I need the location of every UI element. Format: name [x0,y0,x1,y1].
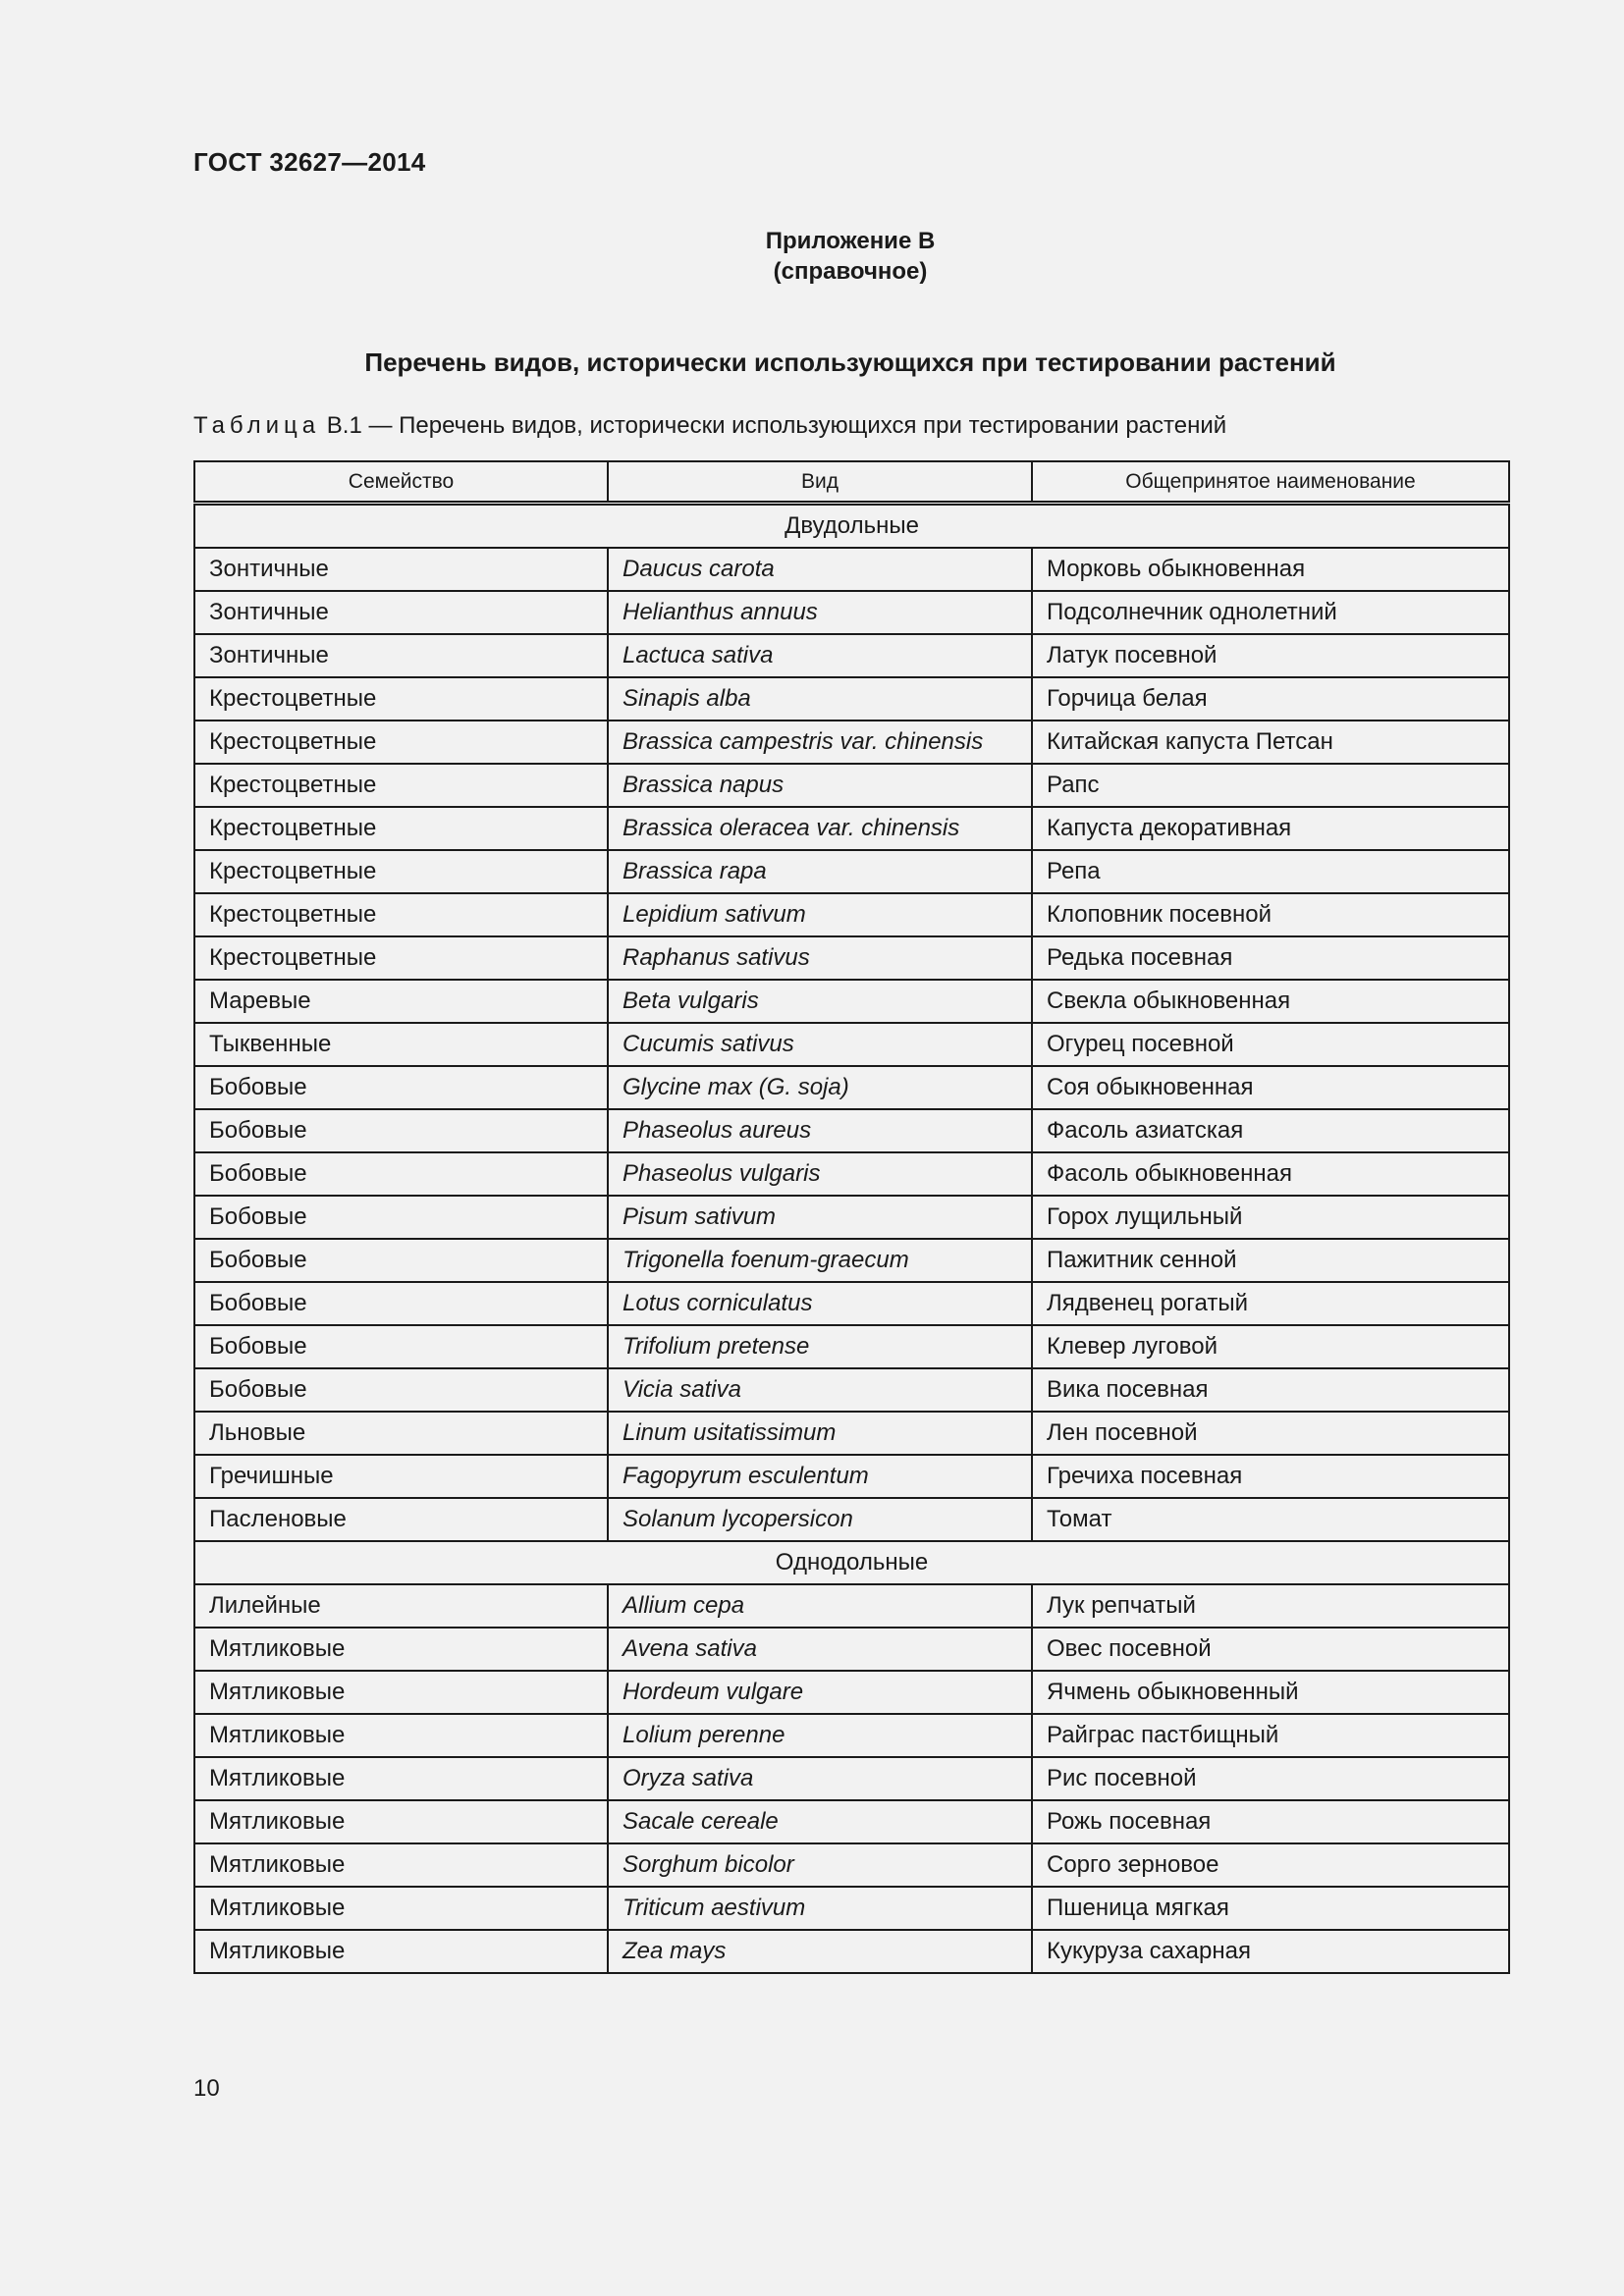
family-cell: Бобовые [194,1239,608,1282]
common-name-cell: Репа [1032,850,1509,893]
species-table [193,460,1510,1974]
common-name-cell: Райграс пастбищный [1032,1714,1509,1757]
family-cell: Мятликовые [194,1628,608,1671]
species-cell: Phaseolus aureus [608,1109,1032,1152]
family-cell: Крестоцветные [194,893,608,936]
common-name-cell: Фасоль азиатская [1032,1109,1509,1152]
common-name-cell: Вика посевная [1032,1368,1509,1412]
species-cell: Vicia sativa [608,1368,1032,1412]
family-cell: Зонтичные [194,591,608,634]
common-name-cell: Соя обыкновенная [1032,1066,1509,1109]
table-header [194,461,1509,504]
header-common-name: Общепринятое наименование [1032,461,1509,504]
header-row [194,461,1509,504]
common-name-cell: Клоповник посевной [1032,893,1509,936]
common-name-cell: Морковь обыкновенная [1032,548,1509,591]
table-caption-text: В.1 — Перечень видов, исторически использующихся при тестировании растений [320,412,1227,439]
species-cell: Trigonella foenum-graecum [608,1239,1032,1282]
common-name-cell: Гречиха посевная [1032,1455,1509,1498]
species-cell: Raphanus sativus [608,936,1032,980]
species-cell: Solanum lycopersicon [608,1498,1032,1541]
table-row [194,1887,1509,1930]
family-cell: Маревые [194,980,608,1023]
table-row [194,634,1509,677]
species-cell: Sacale cereale [608,1800,1032,1843]
appendix-heading [0,226,1624,287]
table-caption [193,412,1226,440]
table-row [194,1412,1509,1455]
common-name-cell: Пшеница мягкая [1032,1887,1509,1930]
species-cell: Glycine max (G. soja) [608,1066,1032,1109]
common-name-cell: Лен посевной [1032,1412,1509,1455]
common-name-cell: Клевер луговой [1032,1325,1509,1368]
common-name-cell: Сорго зерновое [1032,1843,1509,1887]
document-title: Перечень видов, исторически использующихся при тестировании растений [364,347,1336,377]
species-cell: Phaseolus vulgaris [608,1152,1032,1196]
table-row [194,1714,1509,1757]
header-species: Вид [608,461,1032,504]
species-cell: Brassica napus [608,764,1032,807]
group-row [194,1541,1509,1584]
table-row [194,850,1509,893]
common-name-cell: Рапс [1032,764,1509,807]
family-cell: Мятликовые [194,1757,608,1800]
table-row [194,548,1509,591]
common-name-cell: Кукуруза сахарная [1032,1930,1509,1973]
table-row [194,1109,1509,1152]
species-cell: Fagopyrum esculentum [608,1455,1032,1498]
group-label: Двудольные [194,504,1509,549]
family-cell: Бобовые [194,1152,608,1196]
common-name-cell: Редька посевная [1032,936,1509,980]
family-cell: Крестоцветные [194,764,608,807]
family-cell: Мятликовые [194,1671,608,1714]
document-code: ГОСТ 32627—2014 [193,147,426,177]
species-cell: Brassica campestris var. chinensis [608,721,1032,764]
table-row [194,1671,1509,1714]
table-row [194,1196,1509,1239]
species-cell: Helianthus annuus [608,591,1032,634]
family-cell: Лилейные [194,1584,608,1628]
table-caption-label: Таблица [193,412,321,439]
header-family: Семейство [194,461,608,504]
family-cell: Бобовые [194,1109,608,1152]
family-cell: Бобовые [194,1196,608,1239]
table-row [194,1239,1509,1282]
family-cell: Крестоцветные [194,677,608,721]
table-row [194,591,1509,634]
table-row [194,764,1509,807]
table-row [194,1282,1509,1325]
family-cell: Льновые [194,1412,608,1455]
table-row [194,721,1509,764]
group-row [194,504,1509,549]
species-cell: Trifolium pretense [608,1325,1032,1368]
table-row [194,1152,1509,1196]
species-cell: Linum usitatissimum [608,1412,1032,1455]
common-name-cell: Капуста декоративная [1032,807,1509,850]
table-row [194,1066,1509,1109]
species-cell: Brassica oleracea var. chinensis [608,807,1032,850]
species-cell: Pisum sativum [608,1196,1032,1239]
species-cell: Hordeum vulgare [608,1671,1032,1714]
common-name-cell: Томат [1032,1498,1509,1541]
table-row [194,677,1509,721]
family-cell: Мятликовые [194,1843,608,1887]
family-cell: Зонтичные [194,634,608,677]
species-cell: Oryza sativa [608,1757,1032,1800]
table-row [194,1455,1509,1498]
common-name-cell: Ячмень обыкновенный [1032,1671,1509,1714]
common-name-cell: Подсолнечник однолетний [1032,591,1509,634]
species-cell: Brassica rapa [608,850,1032,893]
common-name-cell: Рис посевной [1032,1757,1509,1800]
table-row [194,1368,1509,1412]
table-row [194,980,1509,1023]
family-cell: Мятликовые [194,1887,608,1930]
family-cell: Мятликовые [194,1800,608,1843]
family-cell: Крестоцветные [194,721,608,764]
common-name-cell: Овес посевной [1032,1628,1509,1671]
table-row [194,1584,1509,1628]
common-name-cell: Латук посевной [1032,634,1509,677]
species-cell: Allium cepa [608,1584,1032,1628]
common-name-cell: Фасоль обыкновенная [1032,1152,1509,1196]
common-name-cell: Пажитник сенной [1032,1239,1509,1282]
table-row [194,1800,1509,1843]
common-name-cell: Китайская капуста Петсан [1032,721,1509,764]
species-cell: Sorghum bicolor [608,1843,1032,1887]
table-row [194,1498,1509,1541]
page-number: 10 [193,2075,220,2102]
family-cell: Крестоцветные [194,850,608,893]
common-name-cell: Свекла обыкновенная [1032,980,1509,1023]
family-cell: Бобовые [194,1282,608,1325]
species-cell: Avena sativa [608,1628,1032,1671]
table-row [194,1628,1509,1671]
species-cell: Cucumis sativus [608,1023,1032,1066]
species-cell: Lolium perenne [608,1714,1032,1757]
family-cell: Мятликовые [194,1714,608,1757]
table-row [194,936,1509,980]
family-cell: Гречишные [194,1455,608,1498]
table-row [194,1325,1509,1368]
common-name-cell: Горчица белая [1032,677,1509,721]
appendix-title: Приложение В [765,228,936,254]
common-name-cell: Огурец посевной [1032,1023,1509,1066]
common-name-cell: Лук репчатый [1032,1584,1509,1628]
species-cell: Lepidium sativum [608,893,1032,936]
species-cell: Beta vulgaris [608,980,1032,1023]
family-cell: Бобовые [194,1066,608,1109]
table-row [194,893,1509,936]
table-body [194,504,1509,1974]
table-row [194,1843,1509,1887]
species-cell: Triticum aestivum [608,1887,1032,1930]
family-cell: Пасленовые [194,1498,608,1541]
table-row [194,1757,1509,1800]
common-name-cell: Горох лущильный [1032,1196,1509,1239]
family-cell: Крестоцветные [194,936,608,980]
appendix-subtitle: (справочное) [773,258,928,285]
species-cell: Zea mays [608,1930,1032,1973]
family-cell: Крестоцветные [194,807,608,850]
common-name-cell: Лядвенец рогатый [1032,1282,1509,1325]
family-cell: Бобовые [194,1368,608,1412]
family-cell: Тыквенные [194,1023,608,1066]
table-row [194,1023,1509,1066]
table-row [194,1930,1509,1973]
family-cell: Мятликовые [194,1930,608,1973]
species-cell: Daucus carota [608,548,1032,591]
table-row [194,807,1509,850]
species-cell: Lotus corniculatus [608,1282,1032,1325]
family-cell: Бобовые [194,1325,608,1368]
family-cell: Зонтичные [194,548,608,591]
common-name-cell: Рожь посевная [1032,1800,1509,1843]
species-cell: Lactuca sativa [608,634,1032,677]
species-cell: Sinapis alba [608,677,1032,721]
group-label: Однодольные [194,1541,1509,1584]
